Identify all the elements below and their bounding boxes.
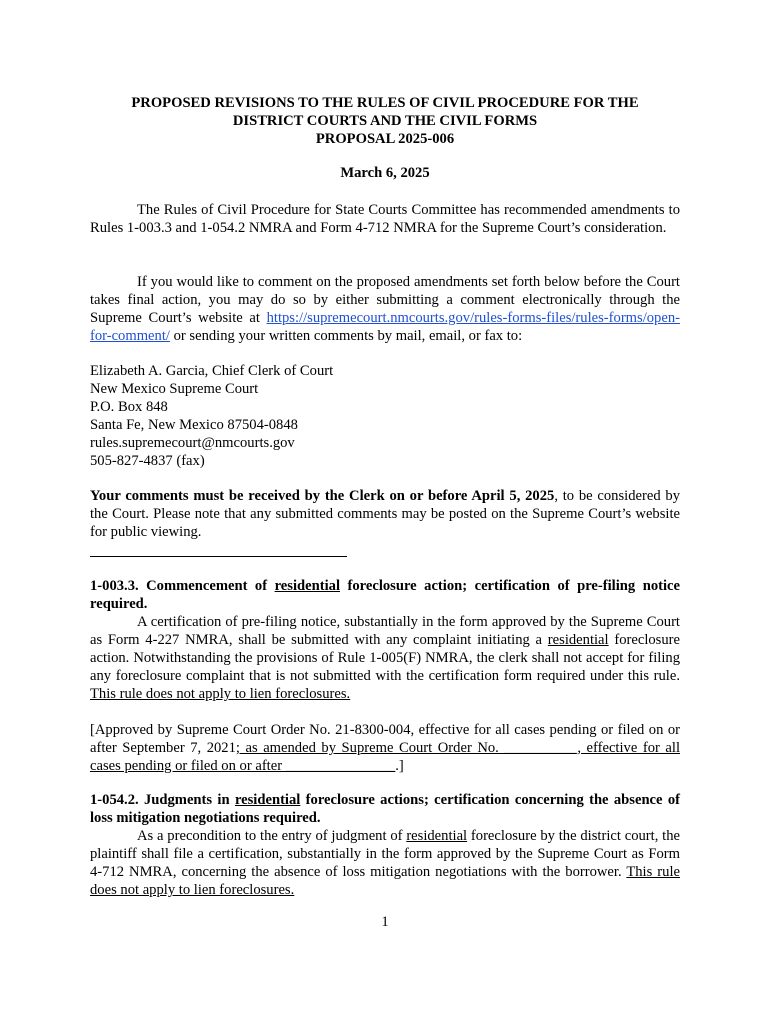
deadline-rest-text: , to be considered by the Court. Please note that any submitted comments may be posted on the Supreme Court’s website for public viewing. bbox=[90, 488, 680, 540]
intro-p2-text-before: If you would like to comment on the proposed amendments set forth below before the Court takes final action, you may do so by either submitting a comment electronically through the Supreme Court’s website at bbox=[90, 274, 680, 326]
rule-2-heading-underlined: residential bbox=[234, 792, 301, 808]
rule-1003-3-body bbox=[90, 613, 680, 703]
rule-2-body-part-b: foreclosure by the district court, the plaintiff shall file a certification, substantially in the form approved by the Supreme Court as Form 4-712 NMRA, concerning the absence of loss mitigation negotiations with the borrower. bbox=[90, 828, 680, 880]
rule-2-body-underlined: residential bbox=[406, 828, 468, 844]
intro-paragraph-2 bbox=[90, 273, 680, 345]
address-line-name: Elizabeth A. Garcia, Chief Clerk of Court bbox=[90, 363, 334, 379]
title-line-2: DISTRICT COURTS AND THE CIVIL FORMS bbox=[232, 113, 538, 129]
address-line-fax: 505-827-4837 (fax) bbox=[90, 453, 205, 469]
rule-2-body-lien-exception: This rule does not apply to lien foreclosures. bbox=[90, 864, 680, 898]
address-line-city: Santa Fe, New Mexico 87504-0848 bbox=[90, 417, 298, 433]
rule-1054-2-body bbox=[90, 827, 680, 899]
address-line-court: New Mexico Supreme Court bbox=[90, 381, 259, 397]
rule-1-body-part-b: foreclosure action. Notwithstanding the provisions of Rule 1-005(F) NMRA, the clerk shall not accept for filing any foreclosure complaint that is not submitted with the certification form required under this rule. bbox=[90, 632, 680, 684]
intro-paragraph-1: The Rules of Civil Procedure for State Courts Committee has recommended amendments to Rules 1-003.3 and 1-054.2 NMRA and Form 4-712 NMRA for the Supreme Court’s consideration. bbox=[90, 202, 680, 236]
rule-1-body-underlined: residential bbox=[547, 632, 609, 648]
rule-1003-3-history bbox=[90, 721, 680, 775]
rule-1054-2-heading bbox=[90, 791, 680, 827]
rule-1-heading-part-b: foreclosure action; certification of pre-filing notice required. bbox=[90, 578, 680, 612]
rule-1003-3-heading bbox=[90, 577, 680, 613]
address-line-pobox: P.O. Box 848 bbox=[90, 399, 168, 415]
section-divider bbox=[90, 556, 347, 557]
rule-2-heading-part-b: foreclosure actions; certification concerning the absence of loss mitigation negotiations required. bbox=[90, 792, 680, 826]
document-date: March 6, 2025 bbox=[340, 165, 430, 181]
document-title bbox=[90, 94, 680, 148]
address-line-email: rules.supremecourt@nmcourts.gov bbox=[90, 435, 295, 451]
intro-p2-text-after: or sending your written comments by mail, email, or fax to: bbox=[169, 328, 523, 344]
rule-1-body-part-a: A certification of pre-filing notice, substantially in the form approved by the Supreme Court as Form 4-227 NMRA, shall be submitted with any complaint initiating a bbox=[90, 614, 680, 648]
rule-1-history-amendment: ; as amended by Supreme Court Order No. __________, effective for all cases pending or filed on or after _______________ bbox=[90, 740, 680, 774]
rule-1-heading-part-a: 1-003.3. Commencement of bbox=[90, 578, 275, 594]
page-number: 1 bbox=[381, 914, 389, 930]
clerk-address-block bbox=[90, 362, 333, 470]
title-line-3: PROPOSAL 2025-006 bbox=[315, 131, 455, 147]
rule-2-body-part-a: As a precondition to the entry of judgment of bbox=[137, 828, 407, 844]
title-line-1: PROPOSED REVISIONS TO THE RULES OF CIVIL PROCEDURE FOR THE bbox=[131, 95, 639, 111]
rule-1-history-part-a: [Approved by Supreme Court Order No. 21-8300-004, effective for all cases pending or filed on or after September 7, 2021 bbox=[90, 722, 680, 756]
open-for-comment-link[interactable]: https://supremecourt.nmcourts.gov/rules-forms-files/rules-forms/open-for-comment/ bbox=[90, 310, 680, 344]
rule-1-heading-underlined: residential bbox=[274, 578, 340, 594]
deadline-bold-text: Your comments must be received by the Clerk on or before April 5, 2025 bbox=[90, 488, 555, 504]
rule-1-body-lien-exception: This rule does not apply to lien foreclosures. bbox=[90, 686, 351, 702]
rule-1-history-part-b: .] bbox=[395, 758, 404, 774]
rule-2-heading-part-a: 1-054.2. Judgments in bbox=[90, 792, 235, 808]
comment-deadline-paragraph bbox=[90, 487, 680, 541]
